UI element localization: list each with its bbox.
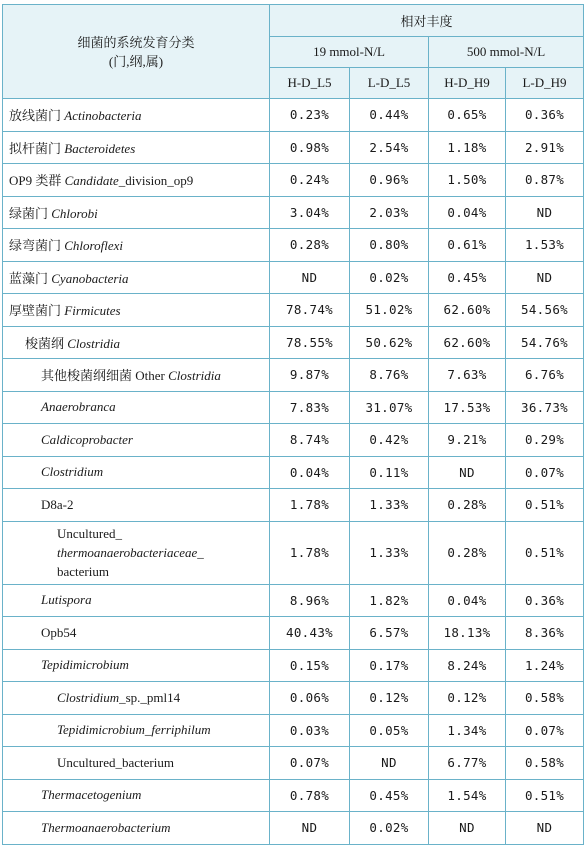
abundance-value-cell: 6.57% bbox=[350, 617, 429, 650]
sample-header: L-D_L5 bbox=[350, 68, 429, 99]
taxon-name-cell bbox=[3, 456, 270, 489]
category-header-line1: 细菌的系统发育分类 bbox=[77, 34, 195, 50]
table-row bbox=[3, 521, 584, 584]
table-row bbox=[3, 584, 584, 617]
taxon-name-cell bbox=[3, 584, 270, 617]
abundance-value-cell: 62.60% bbox=[429, 294, 506, 327]
taxon-name-cell bbox=[3, 747, 270, 780]
abundance-value-cell: 78.55% bbox=[270, 326, 350, 359]
abundance-value-cell: 0.06% bbox=[270, 682, 350, 715]
abundance-header: 相对丰度 bbox=[270, 5, 584, 37]
table-row bbox=[3, 326, 584, 359]
taxon-common-name: 绿菌门 bbox=[9, 205, 49, 221]
taxon-scientific-name: Lutispora bbox=[41, 592, 92, 608]
abundance-value-cell: 0.03% bbox=[270, 714, 350, 747]
abundance-value-cell: 0.36% bbox=[506, 99, 584, 132]
taxon-scientific-name: Tepidimicrobium bbox=[41, 657, 129, 673]
abundance-value-cell: 18.13% bbox=[429, 617, 506, 650]
abundance-value-cell: 78.74% bbox=[270, 294, 350, 327]
abundance-value-cell: 0.11% bbox=[350, 456, 429, 489]
taxon-name-cell bbox=[3, 649, 270, 682]
abundance-value-cell: 0.23% bbox=[270, 99, 350, 132]
table-row bbox=[3, 294, 584, 327]
abundance-value-cell: 0.78% bbox=[270, 779, 350, 812]
taxon-name-cell bbox=[3, 294, 270, 327]
category-header bbox=[3, 5, 270, 99]
abundance-value-cell: ND bbox=[429, 812, 506, 845]
abundance-value-cell: 8.36% bbox=[506, 617, 584, 650]
abundance-value-cell: ND bbox=[429, 456, 506, 489]
abundance-value-cell: ND bbox=[506, 812, 584, 845]
abundance-table bbox=[2, 4, 584, 845]
taxon-name-line: Uncultured_ bbox=[57, 526, 122, 541]
abundance-value-cell: 9.87% bbox=[270, 359, 350, 392]
taxon-name-cell bbox=[3, 424, 270, 457]
abundance-value-cell: 1.50% bbox=[429, 164, 506, 197]
abundance-value-cell: 0.51% bbox=[506, 779, 584, 812]
abundance-value-cell: 40.43% bbox=[270, 617, 350, 650]
taxon-name-cell bbox=[3, 682, 270, 715]
table-row bbox=[3, 682, 584, 715]
taxon-name-cell bbox=[3, 261, 270, 294]
abundance-value-cell: 0.61% bbox=[429, 229, 506, 262]
abundance-value-cell: 2.91% bbox=[506, 131, 584, 164]
taxon-name-cell bbox=[3, 812, 270, 845]
abundance-value-cell: 7.83% bbox=[270, 391, 350, 424]
abundance-value-cell: 8.74% bbox=[270, 424, 350, 457]
abundance-value-cell: 2.54% bbox=[350, 131, 429, 164]
abundance-value-cell: 1.24% bbox=[506, 649, 584, 682]
abundance-value-cell: ND bbox=[270, 812, 350, 845]
abundance-value-cell: 6.76% bbox=[506, 359, 584, 392]
abundance-value-cell: 1.34% bbox=[429, 714, 506, 747]
abundance-value-cell: 0.04% bbox=[270, 456, 350, 489]
taxon-scientific-name: Chloroflexi bbox=[64, 238, 124, 254]
taxon-common-name: 其他梭菌纲细菌 Other bbox=[41, 368, 165, 384]
abundance-value-cell: 2.03% bbox=[350, 196, 429, 229]
taxon-name-cell bbox=[3, 131, 270, 164]
abundance-value-cell: 0.28% bbox=[270, 229, 350, 262]
abundance-value-cell: 0.96% bbox=[350, 164, 429, 197]
abundance-value-cell: 0.07% bbox=[506, 456, 584, 489]
taxon-scientific-name: Chlorobi bbox=[51, 205, 98, 221]
taxon-scientific-name: Caldicoprobacter bbox=[41, 431, 133, 447]
taxon-name-cell bbox=[3, 617, 270, 650]
abundance-value-cell: 0.29% bbox=[506, 424, 584, 457]
abundance-value-cell: 0.87% bbox=[506, 164, 584, 197]
taxon-common-name: 梭菌纲 bbox=[25, 335, 65, 351]
abundance-value-cell: 1.82% bbox=[350, 584, 429, 617]
taxon-name-cell bbox=[3, 521, 270, 584]
table-row bbox=[3, 131, 584, 164]
taxon-common-name: D8a-2 bbox=[41, 496, 74, 512]
abundance-value-cell: 0.45% bbox=[350, 779, 429, 812]
abundance-value-cell: 0.02% bbox=[350, 261, 429, 294]
taxon-name-line: thermoanaerobacteriaceae_ bbox=[57, 545, 204, 560]
abundance-value-cell: 8.24% bbox=[429, 649, 506, 682]
abundance-value-cell: 0.65% bbox=[429, 99, 506, 132]
abundance-value-cell: ND bbox=[270, 261, 350, 294]
abundance-value-cell: 0.02% bbox=[350, 812, 429, 845]
abundance-value-cell: 9.21% bbox=[429, 424, 506, 457]
taxon-scientific-name: Clostridium bbox=[57, 689, 120, 705]
taxon-common-name: 绿弯菌门 bbox=[9, 238, 62, 254]
abundance-value-cell: 0.80% bbox=[350, 229, 429, 262]
table-row bbox=[3, 261, 584, 294]
taxon-name-cell bbox=[3, 229, 270, 262]
table-row bbox=[3, 812, 584, 845]
abundance-value-cell: ND bbox=[506, 261, 584, 294]
abundance-value-cell: 0.28% bbox=[429, 489, 506, 522]
abundance-value-cell: 6.77% bbox=[429, 747, 506, 780]
abundance-value-cell: 1.78% bbox=[270, 489, 350, 522]
table-row bbox=[3, 391, 584, 424]
table-row bbox=[3, 196, 584, 229]
table-row bbox=[3, 779, 584, 812]
sample-header: L-D_H9 bbox=[506, 68, 584, 99]
taxon-name-cell bbox=[3, 99, 270, 132]
table-row bbox=[3, 714, 584, 747]
sample-header: H-D_L5 bbox=[270, 68, 350, 99]
abundance-value-cell: 1.78% bbox=[270, 521, 350, 584]
taxon-name-cell bbox=[3, 391, 270, 424]
abundance-value-cell: 54.56% bbox=[506, 294, 584, 327]
taxon-scientific-name: Thermoanaerobacterium bbox=[41, 819, 171, 835]
taxon-common-name: 放线菌门 bbox=[9, 108, 62, 124]
group-header-500: 500 mmol-N/L bbox=[429, 37, 584, 68]
abundance-value-cell: 51.02% bbox=[350, 294, 429, 327]
taxon-scientific-name: Actinobacteria bbox=[64, 108, 142, 124]
table-row bbox=[3, 359, 584, 392]
abundance-value-cell: 0.07% bbox=[506, 714, 584, 747]
abundance-value-cell: 8.76% bbox=[350, 359, 429, 392]
taxon-name-cell bbox=[3, 714, 270, 747]
category-header-line2: (门,纲,属) bbox=[108, 53, 164, 69]
abundance-value-cell: 50.62% bbox=[350, 326, 429, 359]
taxon-name-cell bbox=[3, 489, 270, 522]
abundance-value-cell: 0.24% bbox=[270, 164, 350, 197]
abundance-value-cell: 0.15% bbox=[270, 649, 350, 682]
taxon-name-cell bbox=[3, 164, 270, 197]
table-row bbox=[3, 617, 584, 650]
sample-header: H-D_H9 bbox=[429, 68, 506, 99]
table-row bbox=[3, 489, 584, 522]
table-row bbox=[3, 456, 584, 489]
abundance-value-cell: 0.05% bbox=[350, 714, 429, 747]
table-row bbox=[3, 747, 584, 780]
taxon-name-cell bbox=[3, 779, 270, 812]
table-body bbox=[3, 99, 584, 845]
abundance-value-cell: 17.53% bbox=[429, 391, 506, 424]
taxon-scientific-name: Clostridium bbox=[41, 464, 104, 480]
abundance-value-cell: 1.33% bbox=[350, 521, 429, 584]
abundance-value-cell: 1.54% bbox=[429, 779, 506, 812]
taxon-name-suffix: _division_op9 bbox=[118, 173, 194, 189]
group-header-19: 19 mmol-N/L bbox=[270, 37, 429, 68]
taxon-common-name: Opb54 bbox=[41, 624, 77, 640]
table-row bbox=[3, 164, 584, 197]
taxon-name-cell bbox=[3, 326, 270, 359]
taxon-common-name: 厚壁菌门 bbox=[9, 303, 62, 319]
table-header bbox=[3, 5, 584, 99]
taxon-name-cell bbox=[3, 359, 270, 392]
abundance-value-cell: 1.18% bbox=[429, 131, 506, 164]
table-row bbox=[3, 649, 584, 682]
abundance-value-cell: 3.04% bbox=[270, 196, 350, 229]
taxon-common-name: Uncultured_bacterium bbox=[57, 754, 174, 770]
abundance-value-cell: 0.04% bbox=[429, 584, 506, 617]
taxon-name-suffix: _sp._pml14 bbox=[119, 689, 181, 705]
taxon-scientific-name: Clostridia bbox=[67, 335, 121, 351]
abundance-value-cell: 0.04% bbox=[429, 196, 506, 229]
abundance-value-cell: 0.12% bbox=[429, 682, 506, 715]
abundance-value-cell: 0.44% bbox=[350, 99, 429, 132]
taxon-common-name: OP9 类群 bbox=[9, 173, 62, 189]
taxon-scientific-name: Candidate bbox=[64, 173, 119, 189]
abundance-value-cell: 31.07% bbox=[350, 391, 429, 424]
abundance-value-cell: 36.73% bbox=[506, 391, 584, 424]
taxon-name-line: bacterium bbox=[57, 564, 109, 579]
abundance-value-cell: 0.58% bbox=[506, 682, 584, 715]
abundance-value-cell: 7.63% bbox=[429, 359, 506, 392]
table-row bbox=[3, 229, 584, 262]
taxon-common-name: 蓝藻门 bbox=[9, 270, 49, 286]
abundance-value-cell: 0.58% bbox=[506, 747, 584, 780]
abundance-value-cell: 1.53% bbox=[506, 229, 584, 262]
abundance-value-cell: 0.51% bbox=[506, 521, 584, 584]
abundance-value-cell: ND bbox=[506, 196, 584, 229]
abundance-value-cell: 0.36% bbox=[506, 584, 584, 617]
abundance-value-cell: 0.17% bbox=[350, 649, 429, 682]
taxon-scientific-name: Thermacetogenium bbox=[41, 787, 142, 803]
table-row bbox=[3, 424, 584, 457]
abundance-value-cell: 8.96% bbox=[270, 584, 350, 617]
abundance-value-cell: 0.45% bbox=[429, 261, 506, 294]
taxon-scientific-name: Tepidimicrobium_ferriphilum bbox=[57, 722, 211, 738]
abundance-value-cell: 1.33% bbox=[350, 489, 429, 522]
taxon-scientific-name: Clostridia bbox=[168, 368, 221, 384]
taxon-scientific-name: Cyanobacteria bbox=[51, 270, 129, 286]
abundance-value-cell: ND bbox=[350, 747, 429, 780]
abundance-value-cell: 0.28% bbox=[429, 521, 506, 584]
abundance-value-cell: 0.42% bbox=[350, 424, 429, 457]
abundance-value-cell: 0.98% bbox=[270, 131, 350, 164]
abundance-value-cell: 0.07% bbox=[270, 747, 350, 780]
taxon-scientific-name: Firmicutes bbox=[64, 303, 121, 319]
abundance-value-cell: 0.51% bbox=[506, 489, 584, 522]
abundance-value-cell: 54.76% bbox=[506, 326, 584, 359]
abundance-value-cell: 62.60% bbox=[429, 326, 506, 359]
taxon-scientific-name: Anaerobranca bbox=[41, 399, 116, 415]
table-row bbox=[3, 99, 584, 132]
taxon-common-name: 拟杆菌门 bbox=[9, 140, 62, 156]
taxon-scientific-name: Bacteroidetes bbox=[64, 140, 136, 156]
abundance-value-cell: 0.12% bbox=[350, 682, 429, 715]
taxon-name-cell bbox=[3, 196, 270, 229]
